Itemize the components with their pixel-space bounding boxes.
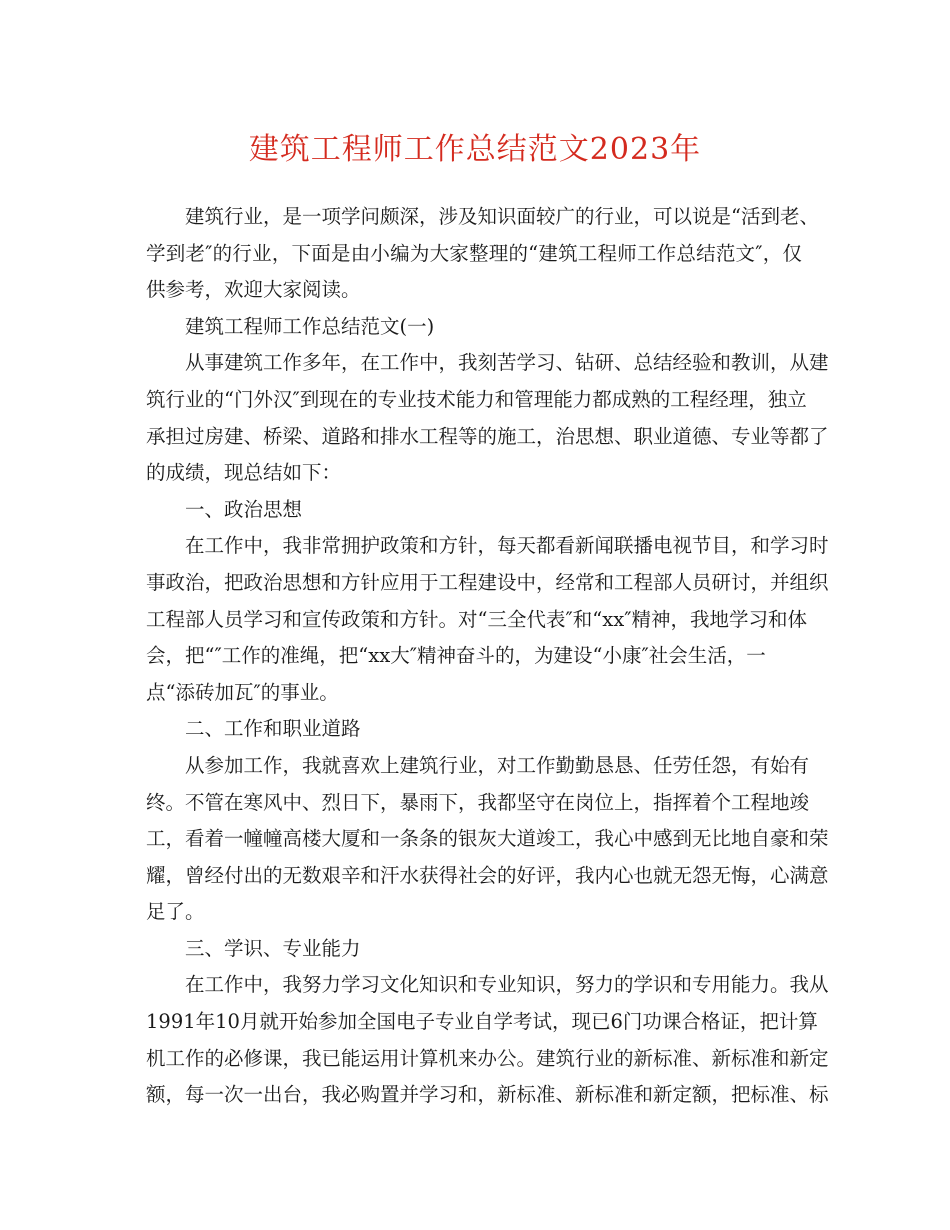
document-body [146, 199, 829, 1114]
text-line: 三、学识、专业能力 [185, 936, 361, 960]
document-title: 建筑工程师工作总结范文2023年 [248, 132, 702, 167]
text-line: 从参加工作，我就喜欢上建筑行业，对工作勤勤恳恳、任劳任怨，有始有 [185, 753, 810, 777]
text-line: 在工作中，我非常拥护政策和方针，每天都看新闻联播电视节目，和学习时 [185, 534, 829, 558]
text-line: 建筑工程师工作总结范文(一) [185, 314, 435, 338]
text-line: 二、工作和职业道路 [185, 717, 361, 741]
text-line: 事政治，把政治思想和方针应用于工程建设中，经常和工程部人员研讨，并组织 [146, 570, 829, 594]
text-line: 筑行业的“门外汉″到现在的专业技术能力和管理能力都成熟的工程经理，独立 [146, 387, 807, 411]
text-line: 建筑行业，是一项学问颇深，涉及知识面较广的行业，可以说是“活到老、 [185, 205, 819, 228]
text-line: 会，把“″工作的准绳，把“xx大″精神奋斗的，为建设“小康″社会生活，一 [146, 644, 766, 668]
text-line: 从事建筑工作多年，在工作中，我刻苦学习、钻研、总结经验和教训，从建 [185, 351, 829, 375]
text-line: 在工作中，我努力学习文化知识和专业知识，努力的学识和专用能力。我从 [185, 973, 829, 997]
text-line: 终。不管在寒风中、烈日下，暴雨下，我都坚守在岗位上，指挥着个工程地竣 [146, 790, 810, 814]
text-line: 1991年10月就开始参加全国电子专业自学考试，现已6门功课合格证，把计算 [146, 1010, 818, 1034]
text-line: 机工作的必修课，我已能运用计算机来办公。建筑行业的新标准、新标准和新定 [146, 1046, 829, 1070]
text-line: 学到老″的行业，下面是由小编为大家整理的“建筑工程师工作总结范文″，仅 [146, 241, 802, 265]
text-line: 一、政治思想 [185, 497, 303, 521]
text-line: 点“添砖加瓦″的事业。 [146, 680, 339, 704]
text-line: 耀，曾经付出的无数艰辛和汗水获得社会的好评，我内心也就无怨无悔，心满意 [146, 863, 829, 887]
text-line: 工，看着一幢幢高楼大厦和一条条的银灰大道竣工，我心中感到无比地自豪和荣 [146, 827, 829, 851]
text-line: 足了。 [146, 900, 205, 924]
text-line: 承担过房建、桥梁、道路和排水工程等的施工，治思想、职业道德、专业等都了 [146, 424, 829, 448]
text-line: 工程部人员学习和宣传政策和方针。对“三全代表″和“xx″精神，我地学习和体 [146, 607, 808, 631]
text-line: 的成绩，现总结如下： [146, 461, 342, 485]
text-line: 供参考，欢迎大家阅读。 [146, 278, 361, 302]
text-line: 额，每一次一出台，我必购置并学习和，新标准、新标准和新定额，把标准、标 [146, 1083, 829, 1107]
